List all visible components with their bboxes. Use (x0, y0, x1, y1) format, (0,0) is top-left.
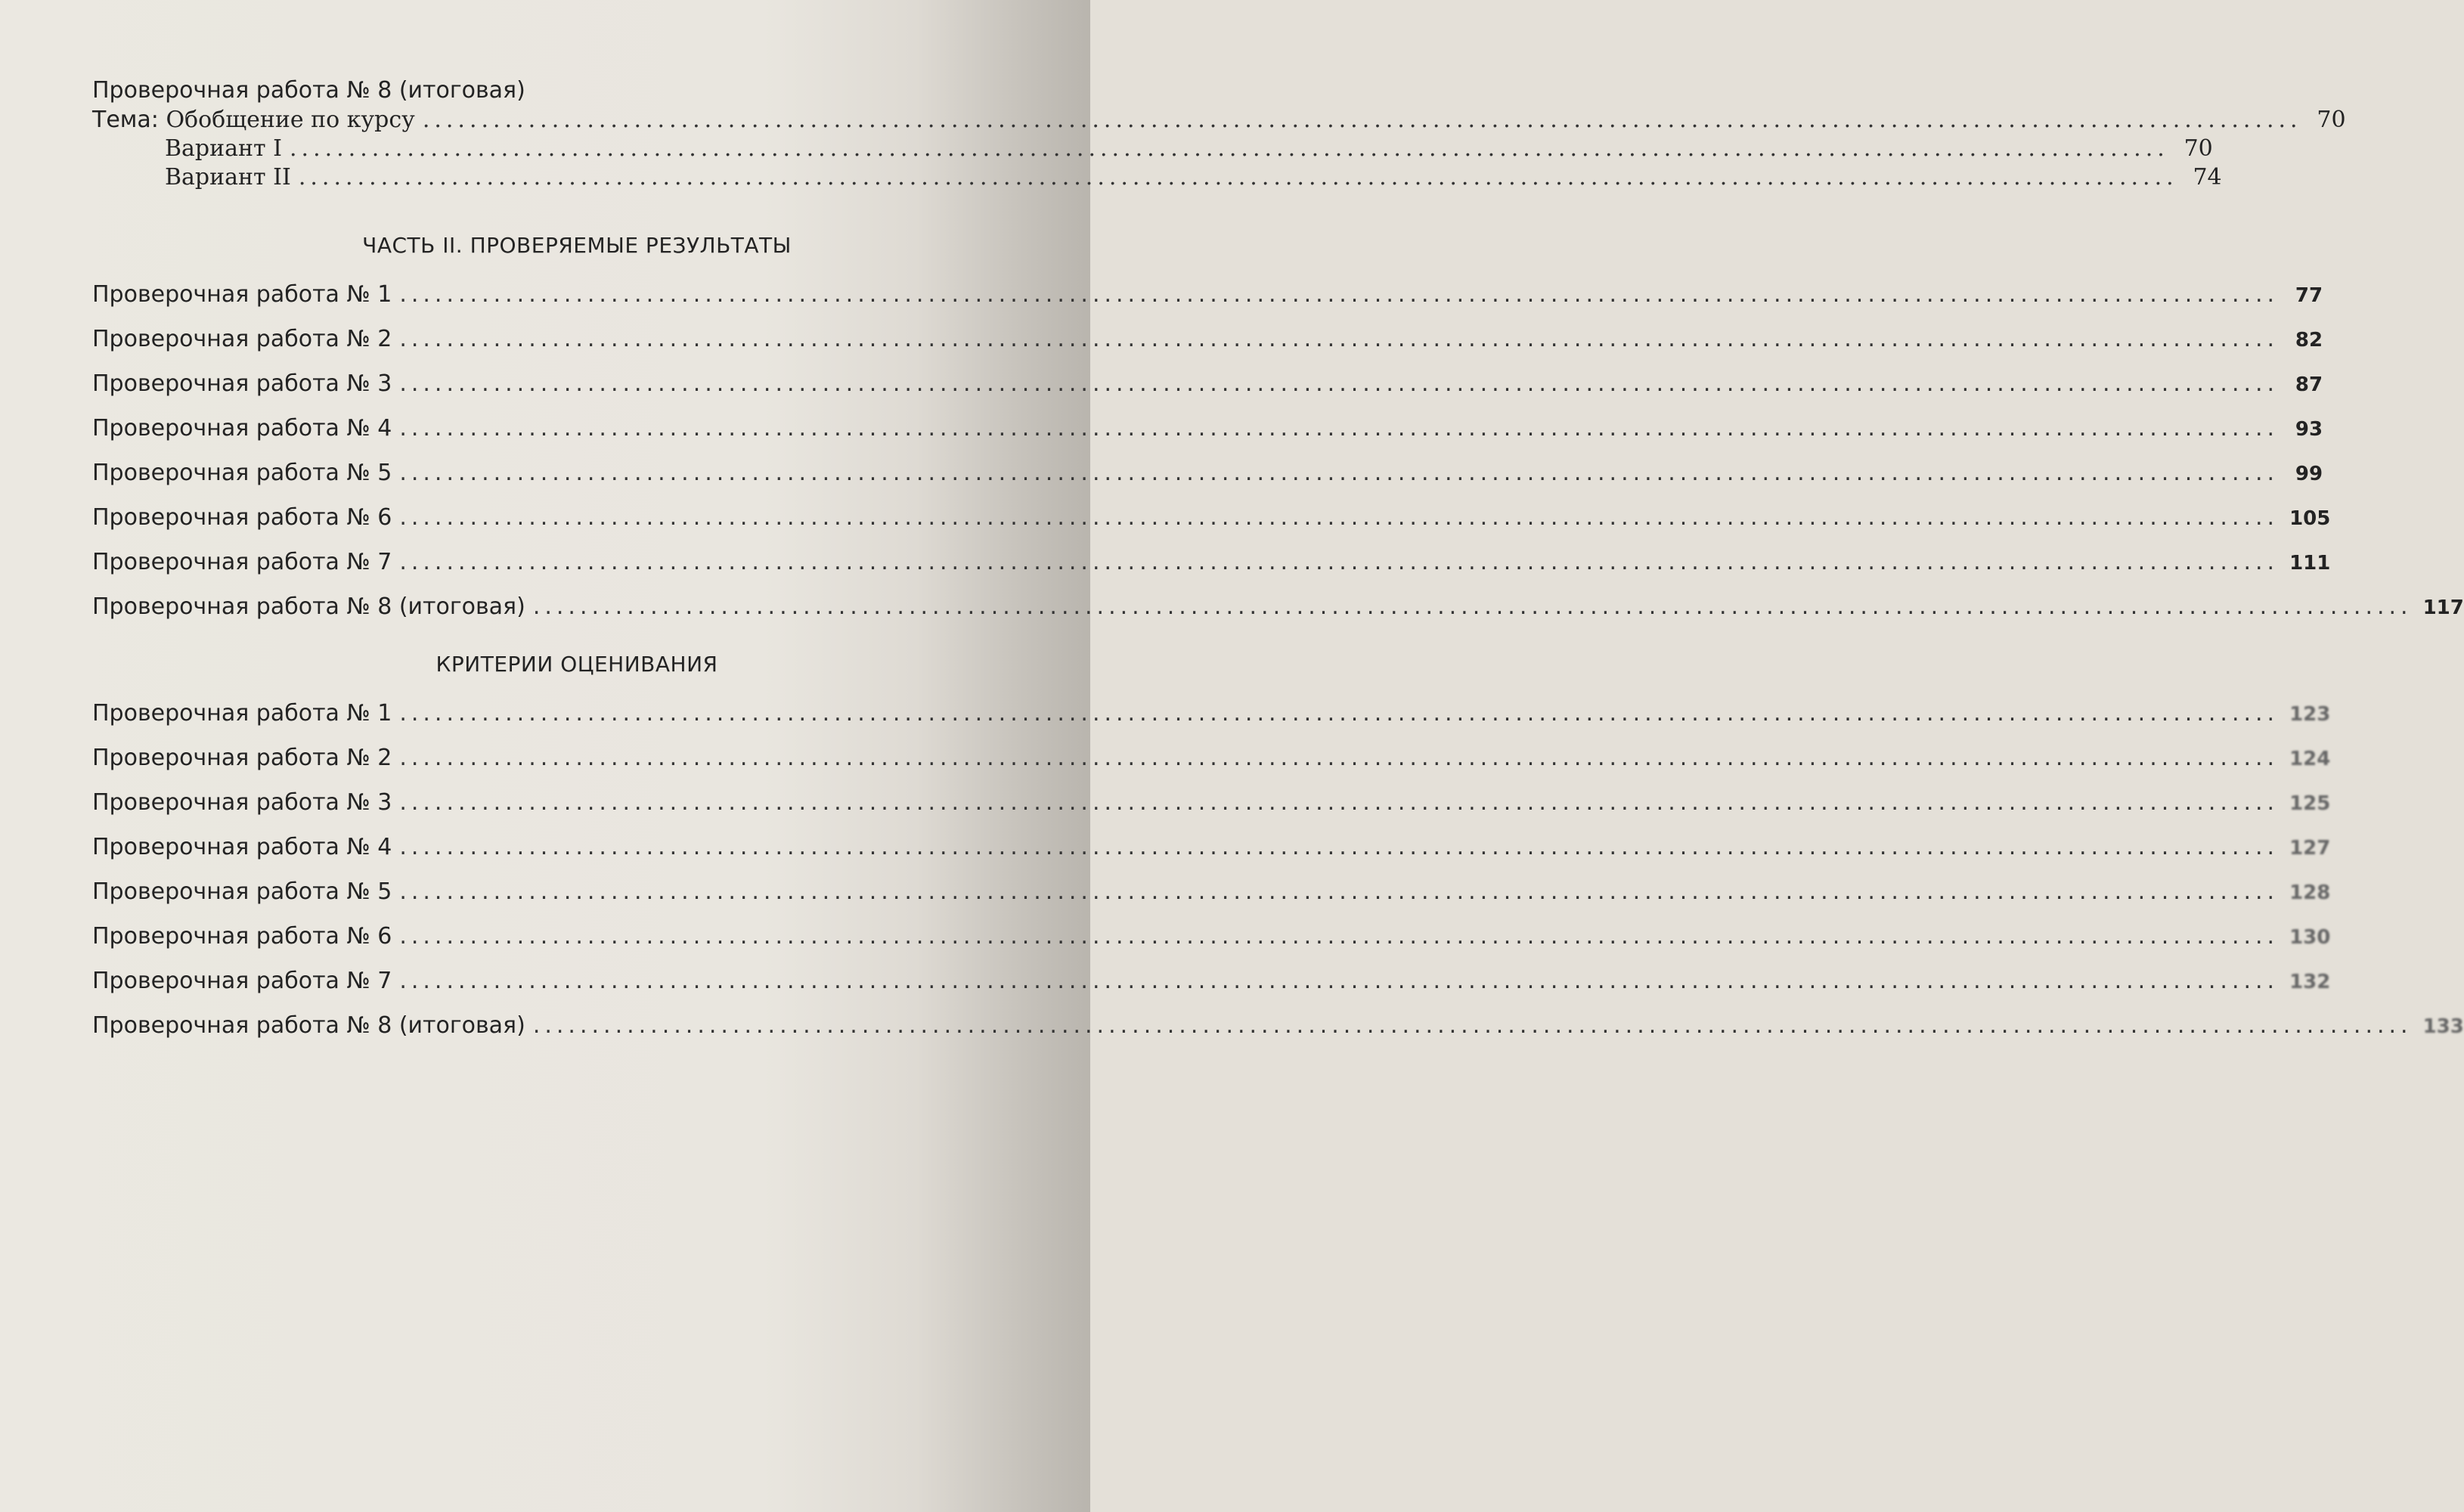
entry-title: Проверочная работа № 4 (92, 415, 392, 442)
criteria-list (92, 691, 2464, 1048)
toc-entry (92, 914, 2331, 959)
entry-title: Проверочная работа № 8 (итоговая) (92, 593, 525, 620)
entry-title: Проверочная работа № 6 (92, 923, 392, 950)
page-number: 130 (2289, 926, 2331, 949)
page-number: 82 (2295, 329, 2323, 352)
toc-entry (92, 780, 2331, 825)
entry-title: Проверочная работа № 7 (92, 968, 392, 994)
page-number: 111 (2289, 552, 2331, 575)
variant-2-entry (92, 163, 2222, 192)
entry-title: Проверочная работа № 2 (92, 745, 392, 771)
variant-label: Вариант II (165, 164, 291, 191)
toc-entry (92, 495, 2331, 540)
dot-leader: ................................................................................................................................................................ (399, 789, 2280, 816)
dot-leader: ................................................................................................................................................................ (399, 745, 2280, 771)
toc-entry (92, 540, 2331, 584)
entry-title: Проверочная работа № 3 (92, 789, 392, 816)
page-number: 117 (2422, 596, 2464, 619)
entry-title: Проверочная работа № 2 (92, 326, 392, 352)
page-number: 105 (2289, 507, 2331, 530)
dot-leader: ................................................................................................................................................................ (298, 164, 2178, 191)
toc-entry (92, 1003, 2464, 1048)
page-number: 132 (2289, 971, 2331, 993)
toc-entry (92, 825, 2331, 869)
entry-title: Проверочная работа № 6 (92, 504, 392, 531)
entry-title: Проверочная работа № 7 (92, 549, 392, 575)
dot-leader: ................................................................................................................................................................ (399, 460, 2280, 486)
page-number: 70 (2184, 135, 2213, 162)
dot-leader: ................................................................................................................................................................ (399, 834, 2280, 860)
dot-leader: ................................................................................................................................................................ (399, 923, 2280, 950)
dot-leader: ................................................................................................................................................................ (399, 326, 2280, 352)
dot-leader: ................................................................................................................................................................ (290, 135, 2169, 162)
criteria-heading: КРИТЕРИИ ОЦЕНИВАНИЯ (435, 652, 718, 677)
dot-leader: ................................................................................................................................................................ (422, 107, 2302, 133)
toc-entry (92, 691, 2331, 736)
page-number: 99 (2295, 463, 2323, 485)
page-number: 125 (2289, 792, 2331, 815)
variant-label: Вариант I (165, 135, 282, 162)
toc-entry (92, 272, 2323, 317)
toc-content (92, 76, 2464, 1048)
dot-leader: ................................................................................................................................................................ (399, 549, 2280, 575)
topic-entry (92, 106, 2346, 135)
dot-leader: ................................................................................................................................................................ (532, 593, 2413, 620)
entry-title: Проверочная работа № 5 (92, 878, 392, 905)
page-number: 77 (2295, 284, 2323, 307)
toc-entry (92, 451, 2323, 495)
toc-entry (92, 959, 2331, 1003)
entry-title: Проверочная работа № 3 (92, 370, 392, 397)
toc-entry (92, 584, 2464, 629)
section-2-heading: ЧАСТЬ II. ПРОВЕРЯЕМЫЕ РЕЗУЛЬТАТЫ (362, 233, 792, 258)
dot-leader: ................................................................................................................................................................ (532, 1012, 2413, 1039)
toc-entry (92, 361, 2323, 406)
test-8-final-title: Проверочная работа № 8 (итоговая) (92, 77, 525, 104)
entry-title: Проверочная работа № 1 (92, 700, 392, 727)
toc-entry (92, 317, 2323, 361)
page-number: 124 (2289, 748, 2331, 770)
toc-entry (92, 736, 2331, 780)
dot-leader: ................................................................................................................................................................ (399, 415, 2280, 442)
page-number: 133 (2422, 1015, 2464, 1038)
variant-1-entry (92, 135, 2213, 163)
page-number: 127 (2289, 837, 2331, 860)
toc-entry (92, 869, 2331, 914)
dot-leader: ................................................................................................................................................................ (399, 968, 2280, 994)
dot-leader: ................................................................................................................................................................ (399, 370, 2280, 397)
toc-entry (92, 406, 2323, 451)
page-number: 74 (2193, 164, 2222, 191)
entry-title: Проверочная работа № 8 (итоговая) (92, 1012, 525, 1039)
page-number: 87 (2295, 373, 2323, 396)
topic-text: Обобщение по курсу (166, 107, 415, 133)
entry-title: Проверочная работа № 4 (92, 834, 392, 860)
page-number: 123 (2289, 703, 2331, 726)
page-number: 70 (2317, 107, 2346, 133)
topic-label: Тема: (92, 107, 159, 133)
dot-leader: ................................................................................................................................................................ (399, 281, 2280, 308)
page-number: 93 (2295, 418, 2323, 441)
dot-leader: ................................................................................................................................................................ (399, 878, 2280, 905)
page-number: 128 (2289, 881, 2331, 904)
section-2-list (92, 272, 2464, 629)
entry-title: Проверочная работа № 5 (92, 460, 392, 486)
dot-leader: ................................................................................................................................................................ (399, 504, 2280, 531)
entry-title: Проверочная работа № 1 (92, 281, 392, 308)
dot-leader: ................................................................................................................................................................ (399, 700, 2280, 727)
